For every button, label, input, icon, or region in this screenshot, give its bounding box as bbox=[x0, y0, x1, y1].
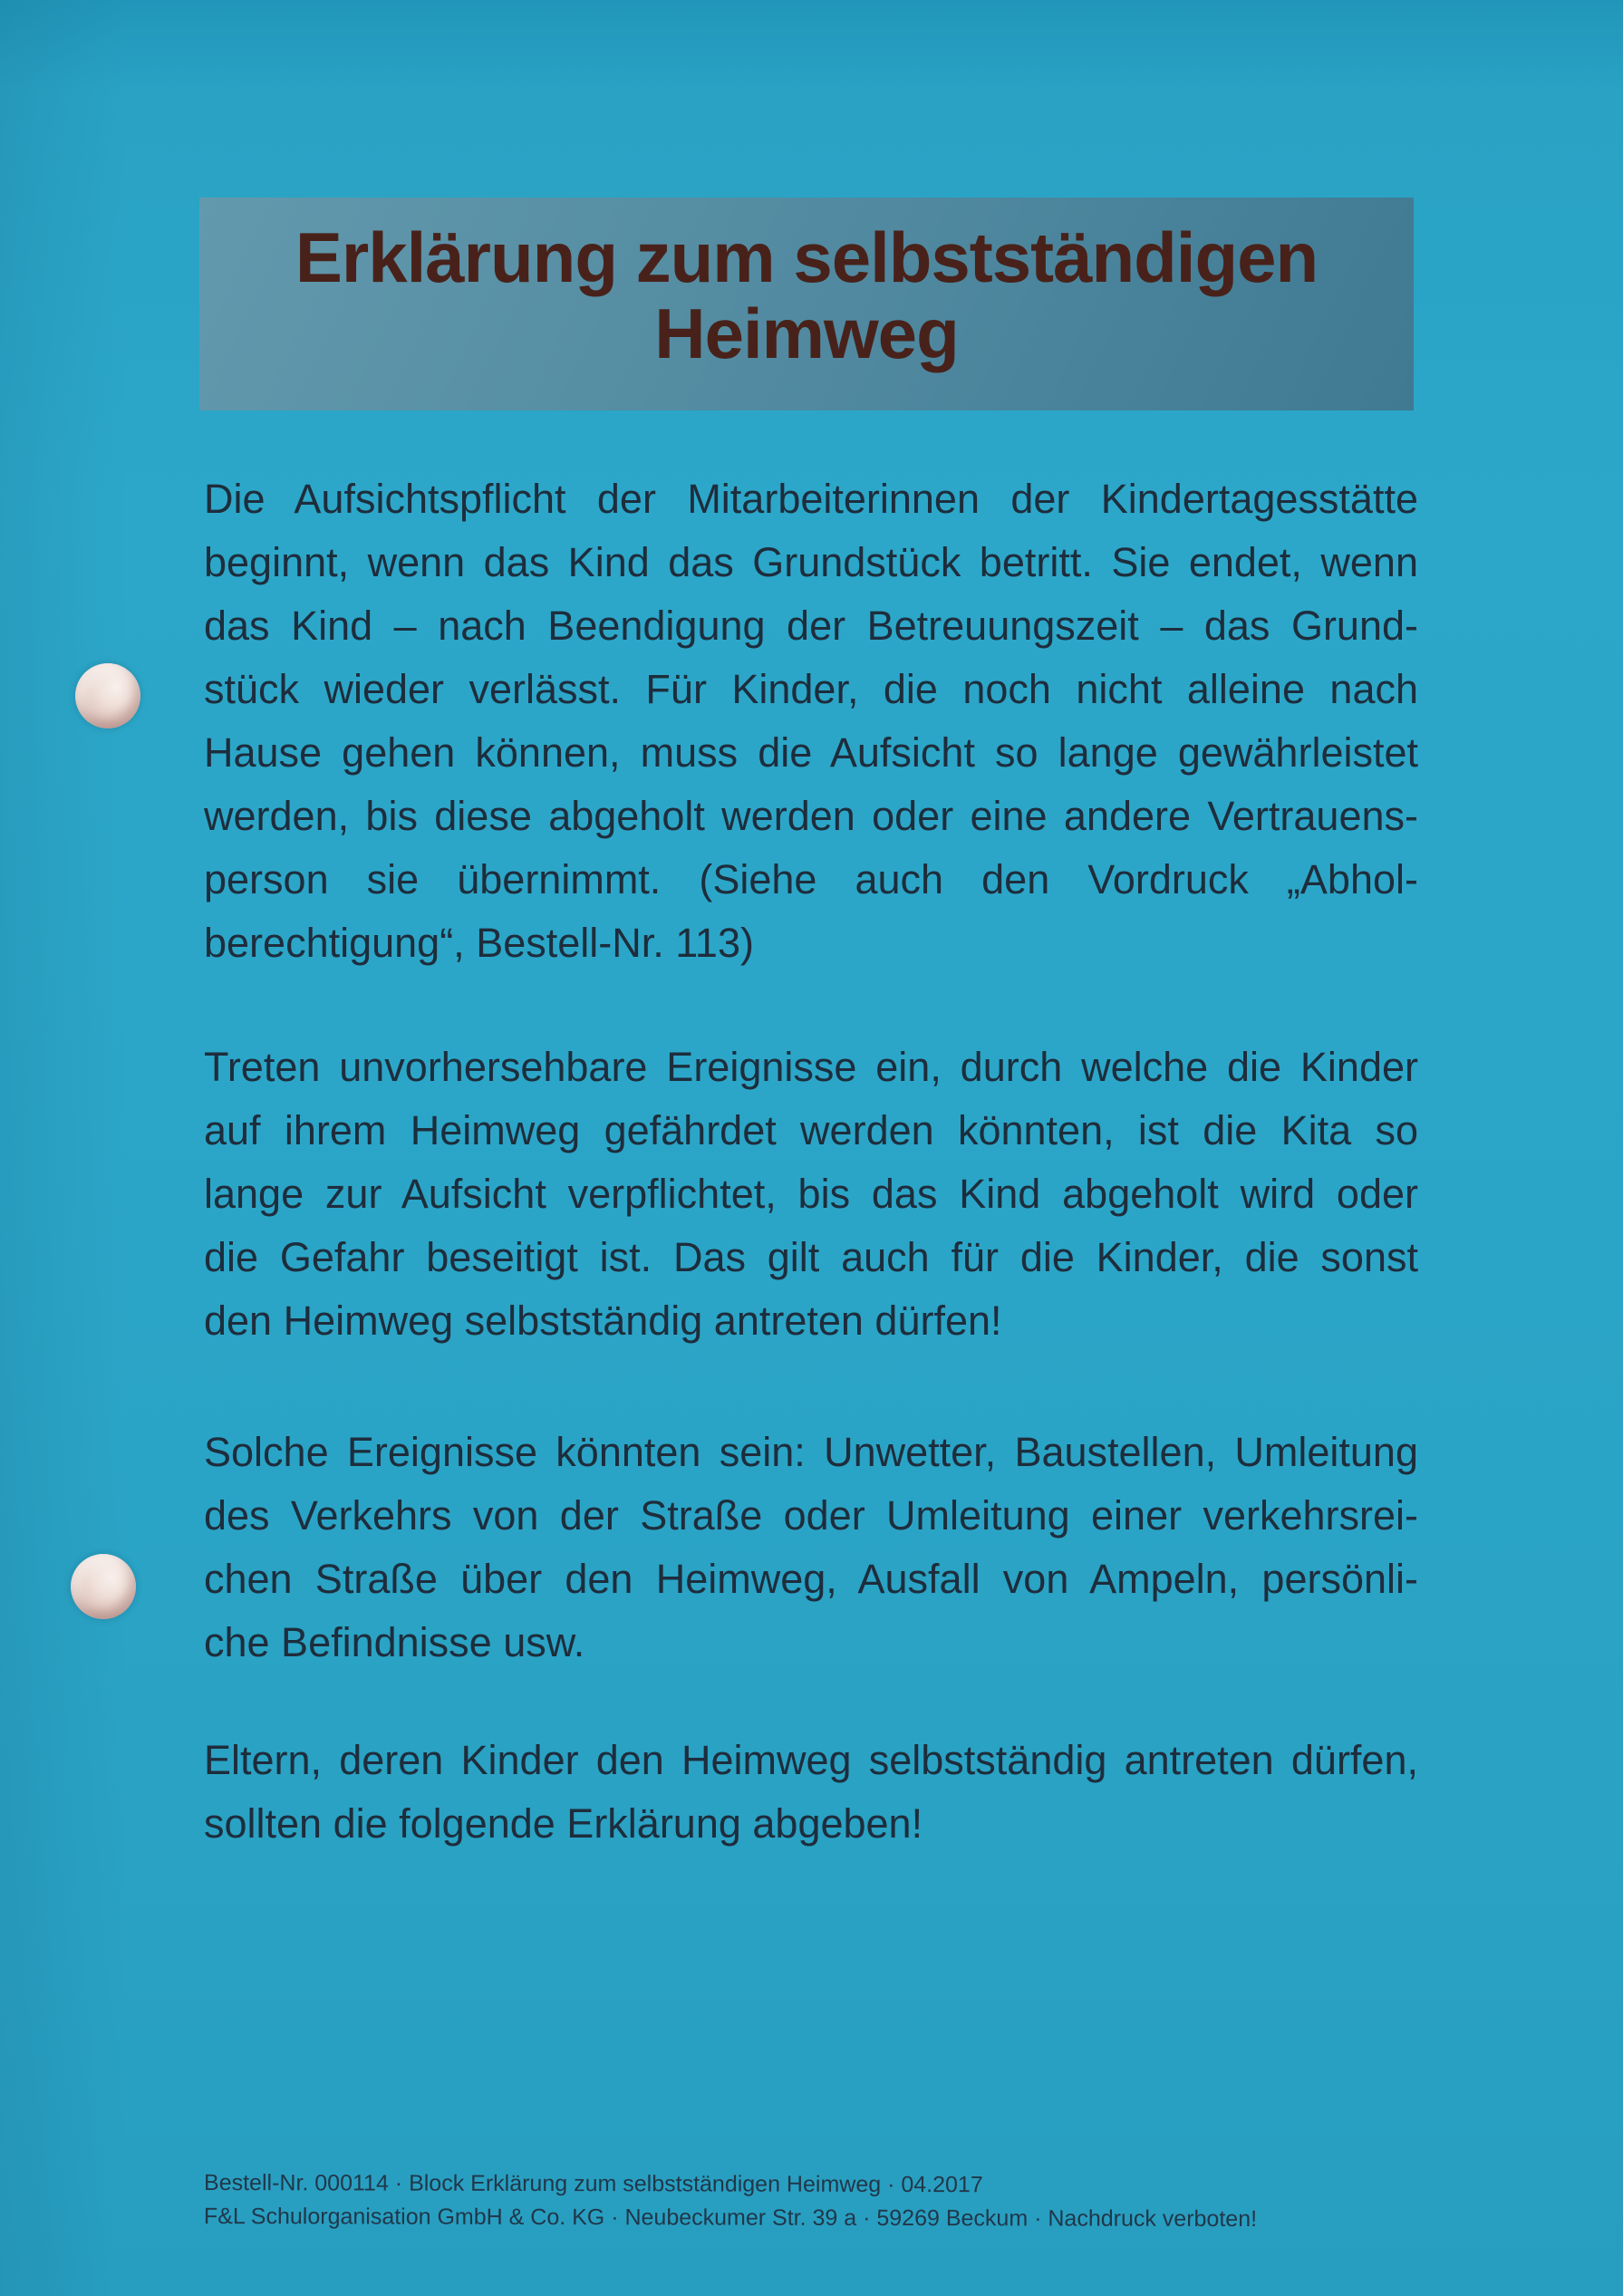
text-line: werden, bis diese abgeholt werden oder eine andere Vertrauens- bbox=[204, 793, 1418, 839]
text-line: die Gefahr beseitigt ist. Das gilt auch für die Kinder, die sonst bbox=[204, 1234, 1418, 1280]
text-line: che Befindnisse usw. bbox=[204, 1619, 585, 1665]
document-title-line-1: Erklärung zum selbstständigen bbox=[295, 217, 1319, 297]
text-line: Treten unvorhersehbare Ereignisse ein, durch welche die Kinder bbox=[204, 1044, 1418, 1090]
text-line: sollten die folgende Erklärung abgeben! bbox=[204, 1800, 923, 1847]
text-line: berechtigung“, Bestell-Nr. 113) bbox=[204, 920, 754, 966]
paragraph-unforeseen-events bbox=[204, 1036, 1418, 1353]
text-line: Solche Ereignisse könnten sein: Unwetter, Baustellen, Umleitung bbox=[204, 1429, 1418, 1475]
document-title-line-2: Heimweg bbox=[654, 294, 959, 373]
text-line: lange zur Aufsicht verpflichtet, bis das Kind abgeholt wird oder bbox=[204, 1171, 1418, 1217]
paragraph-event-examples bbox=[204, 1421, 1418, 1674]
text-line: Hause gehen können, muss die Aufsicht so lange gewährleistet bbox=[204, 729, 1418, 776]
text-line: des Verkehrs von der Straße oder Umleitung einer verkehrsrei- bbox=[204, 1492, 1418, 1539]
text-line: Die Aufsichtspflicht der Mitarbeiterinnen der Kindertagesstätte bbox=[204, 476, 1418, 522]
title-banner bbox=[199, 198, 1414, 410]
text-line: auf ihrem Heimweg gefährdet werden könnten, ist die Kita so bbox=[204, 1107, 1418, 1153]
paragraph-parent-instruction bbox=[204, 1729, 1418, 1856]
hole-punch-bottom bbox=[71, 1554, 136, 1619]
text-line: den Heimweg selbstständig antreten dürfen! bbox=[204, 1298, 1002, 1344]
text-line: das Kind – nach Beendigung der Betreuungszeit – das Grund- bbox=[204, 603, 1418, 649]
paragraph-supervision-duty bbox=[204, 468, 1418, 975]
footer-publisher-info: F&L Schulorganisation GmbH & Co. KG · Neubeckumer Str. 39 a · 59269 Beckum · Nachdruck verboten! bbox=[203, 2204, 1258, 2233]
footer bbox=[204, 2166, 1382, 2236]
footer-order-info: Bestell-Nr. 000114 · Block Erklärung zum selbstständigen Heimweg · 04.2017 bbox=[204, 2170, 983, 2198]
text-line: Eltern, deren Kinder den Heimweg selbstständig antreten dürfen, bbox=[204, 1737, 1418, 1783]
text-line: stück wieder verlässt. Für Kinder, die noch nicht alleine nach bbox=[204, 666, 1418, 712]
text-line: person sie übernimmt. (Siehe auch den Vordruck „Abhol- bbox=[204, 856, 1418, 902]
text-line: beginnt, wenn das Kind das Grundstück betritt. Sie endet, wenn bbox=[204, 539, 1418, 585]
text-line: chen Straße über den Heimweg, Ausfall von Ampeln, persönli- bbox=[204, 1556, 1418, 1602]
hole-punch-top bbox=[75, 663, 140, 728]
